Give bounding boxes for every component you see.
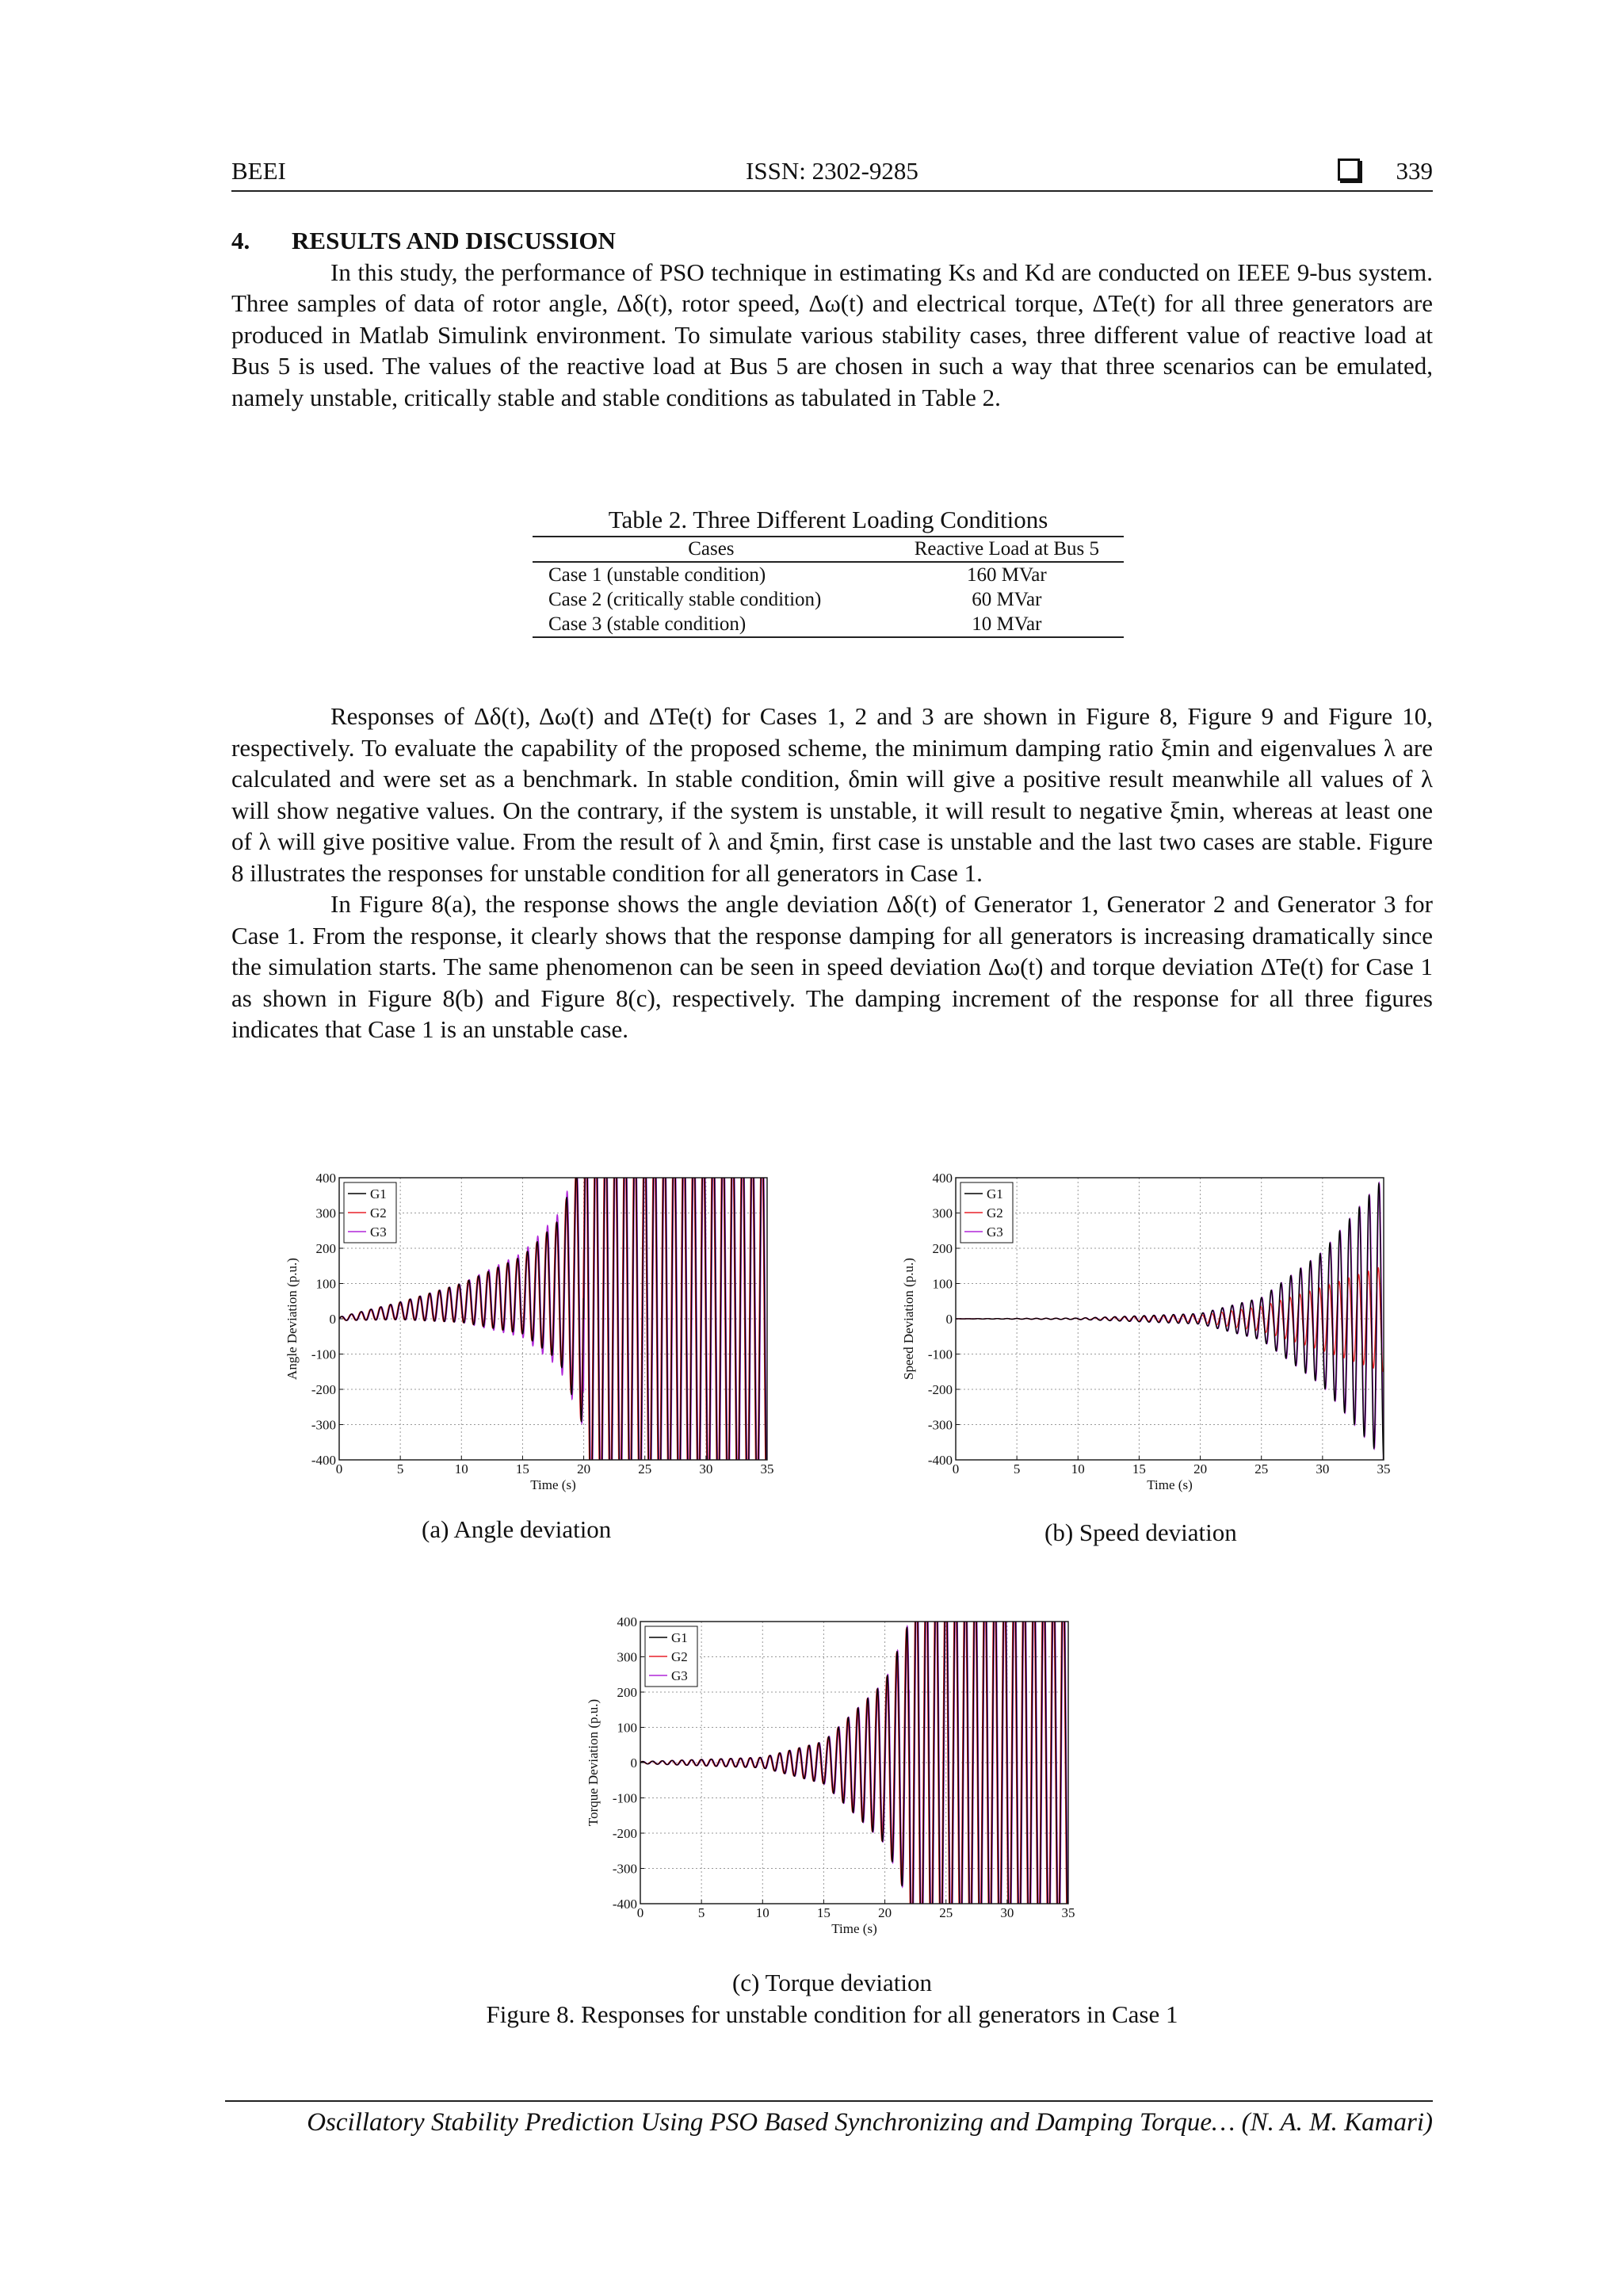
legend-label: G3 [370, 1224, 387, 1240]
table-cell: 10 MVar [890, 612, 1124, 637]
table-cell: Case 3 (stable condition) [533, 612, 890, 637]
table-header-load: Reactive Load at Bus 5 [890, 537, 1124, 562]
x-tick-label: 0 [952, 1461, 960, 1477]
caption-c: (c) Torque deviation [731, 1969, 933, 1996]
x-tick-label: 25 [638, 1461, 652, 1477]
journal-name: BEEI [231, 157, 286, 185]
y-tick-label: 100 [932, 1276, 953, 1292]
x-tick-label: 0 [636, 1905, 644, 1920]
y-tick-label: 0 [329, 1312, 336, 1327]
x-tick-label: 20 [878, 1905, 892, 1920]
y-tick-label: 0 [630, 1755, 637, 1771]
legend [645, 1626, 697, 1687]
chart-svg [282, 1160, 789, 1501]
table-cell: 60 MVar [972, 589, 1042, 610]
x-axis-label: Time (s) [1147, 1477, 1193, 1492]
y-tick-label: 300 [932, 1205, 953, 1221]
y-axis-label: Speed Deviation (p.u.) [901, 1258, 916, 1380]
x-tick-label: 5 [1013, 1461, 1021, 1477]
x-tick-label: 15 [816, 1905, 831, 1920]
y-tick-label: 400 [315, 1171, 336, 1186]
paragraphs-2-3 [231, 701, 1433, 1045]
legend-label: G3 [671, 1668, 688, 1683]
y-tick-label: -200 [311, 1382, 336, 1397]
x-tick-label: 5 [697, 1905, 705, 1920]
table-row [533, 562, 1124, 587]
table-cell: Case 2 (critically stable condition) [548, 589, 822, 610]
section-results [231, 225, 1433, 413]
x-tick-label: 15 [515, 1461, 529, 1477]
chart-svg [583, 1604, 1090, 1945]
legend-label: G1 [370, 1186, 387, 1201]
table-caption: Table 2. Three Different Loading Conditions [608, 506, 1048, 533]
y-axis-label: Torque Deviation (p.u.) [586, 1698, 601, 1827]
table-row [533, 587, 1124, 612]
y-tick-label: 400 [932, 1171, 953, 1186]
table-cell: 160 MVar [967, 564, 1047, 586]
legend-label: G1 [671, 1630, 688, 1645]
page-header [231, 155, 1433, 192]
y-tick-label: -100 [311, 1347, 336, 1362]
y-tick-label: -100 [612, 1790, 637, 1806]
table-row [533, 612, 1124, 637]
chart-angle-deviation [282, 1160, 789, 1501]
page-number: 339 [1396, 157, 1433, 185]
y-tick-label: 200 [932, 1241, 953, 1256]
legend [960, 1182, 1013, 1243]
x-tick-label: 25 [939, 1905, 953, 1920]
y-tick-label: 0 [945, 1312, 953, 1327]
figure-caption: Figure 8. Responses for unstable condition for all generators in Case 1 [486, 2000, 1178, 2028]
x-tick-label: 30 [1316, 1461, 1330, 1477]
table-header-cases: Cases [533, 537, 890, 562]
caption-b: (b) Speed deviation [1044, 1519, 1237, 1546]
x-tick-label: 30 [699, 1461, 713, 1477]
issn: ISSN: 2302-9285 [746, 157, 918, 185]
y-axis-label: Angle Deviation (p.u.) [285, 1258, 300, 1380]
paragraph-3: In Figure 8(a), the response shows the angle deviation Δδ(t) of Generator 1, Generator 2 and Generator 3 for Case 1. From the response, it clearly shows that the response damping for all generators is increasing dramatically since the simulation starts. The same phenomenon can be seen in speed deviation Δω(t) and torque deviation ΔTe(t) for Case 1 as shown in Figure 8(b) and Figure 8(c), respectively. The damping increment of the response for all three figures indicates that Case 1 is an unstable case. [231, 890, 1433, 1043]
x-tick-label: 20 [1193, 1461, 1208, 1477]
legend-label: G1 [987, 1186, 1003, 1201]
y-tick-label: 200 [315, 1241, 336, 1256]
caption-a: (a) Angle deviation [422, 1515, 612, 1543]
y-tick-label: -300 [311, 1417, 336, 1433]
x-tick-label: 35 [1061, 1905, 1075, 1920]
x-tick-label: 30 [1000, 1905, 1014, 1920]
legend-label: G3 [987, 1224, 1003, 1240]
loading-conditions-table [533, 536, 1124, 638]
x-tick-label: 10 [454, 1461, 468, 1477]
chart-torque-deviation [583, 1604, 1090, 1945]
y-tick-label: 100 [315, 1276, 336, 1292]
chart-svg [899, 1160, 1406, 1501]
table-cell: Case 1 (unstable condition) [548, 564, 766, 586]
table-2 [533, 506, 1124, 638]
checkbox-icon [1338, 159, 1360, 181]
y-tick-label: -400 [612, 1897, 637, 1912]
x-tick-label: 0 [335, 1461, 343, 1477]
y-tick-label: 200 [617, 1685, 637, 1700]
y-tick-label: 300 [617, 1649, 637, 1665]
paragraph-2: Responses of Δδ(t), Δω(t) and ΔTe(t) for Cases 1, 2 and 3 are shown in Figure 8, Figure 9 and Figure 10, respectively. To evaluate the capability of the proposed scheme, the minimum damping ratio ξmin and eigenvalues λ are calculated and were set as a benchmark. In stable condition, δmin will give a positive result meanwhile all values of λ will show negative values. On the contrary, if the system is unstable, it will result to negative ξmin, whereas at least one of λ will give positive value. From the result of λ and ξmin, first case is unstable and the last two cases are stable. Figure 8 illustrates the responses for unstable condition for all generators in Case 1. [231, 702, 1433, 887]
y-tick-label: -400 [927, 1453, 953, 1468]
x-tick-label: 5 [396, 1461, 404, 1477]
y-tick-label: 400 [617, 1614, 637, 1629]
y-tick-label: -200 [927, 1382, 953, 1397]
legend-label: G2 [987, 1205, 1003, 1221]
y-tick-label: -100 [927, 1347, 953, 1362]
x-tick-label: 25 [1254, 1461, 1269, 1477]
y-tick-label: 100 [617, 1720, 637, 1736]
chart-speed-deviation [899, 1160, 1406, 1501]
x-tick-label: 10 [755, 1905, 769, 1920]
y-tick-label: -300 [612, 1861, 637, 1877]
section-heading: 4. RESULTS AND DISCUSSION [231, 227, 616, 254]
x-axis-label: Time (s) [530, 1477, 576, 1492]
x-tick-label: 35 [1377, 1461, 1391, 1477]
x-tick-label: 15 [1132, 1461, 1146, 1477]
y-tick-label: 300 [315, 1205, 336, 1221]
page-number-block [1338, 157, 1434, 185]
x-axis-label: Time (s) [831, 1921, 877, 1936]
page-footer: Oscillatory Stability Prediction Using PSO Based Synchronizing and Damping Torque… (N. A. M. Kamari) [225, 2100, 1433, 2137]
legend [344, 1182, 396, 1243]
x-tick-label: 10 [1071, 1461, 1085, 1477]
y-tick-label: -400 [311, 1453, 336, 1468]
x-tick-label: 35 [760, 1461, 774, 1477]
y-tick-label: -200 [612, 1826, 637, 1841]
y-tick-label: -300 [927, 1417, 953, 1433]
legend-label: G2 [370, 1205, 387, 1221]
x-tick-label: 20 [577, 1461, 591, 1477]
legend-label: G2 [671, 1649, 688, 1664]
paragraph-1: In this study, the performance of PSO technique in estimating Ks and Kd are conducted on IEEE 9-bus system. Three samples of data of rotor angle, Δδ(t), rotor speed, Δω(t) and electrical torque, ΔTe(t) for all three generators are produced in Matlab Simulink environment. To simulate various stability cases, three different value of reactive load at Bus 5 is used. The values of the reactive load at Bus 5 are chosen in such a way that three scenarios can be emulated, namely unstable, critically stable and stable conditions as tabulated in Table 2. [231, 258, 1433, 411]
